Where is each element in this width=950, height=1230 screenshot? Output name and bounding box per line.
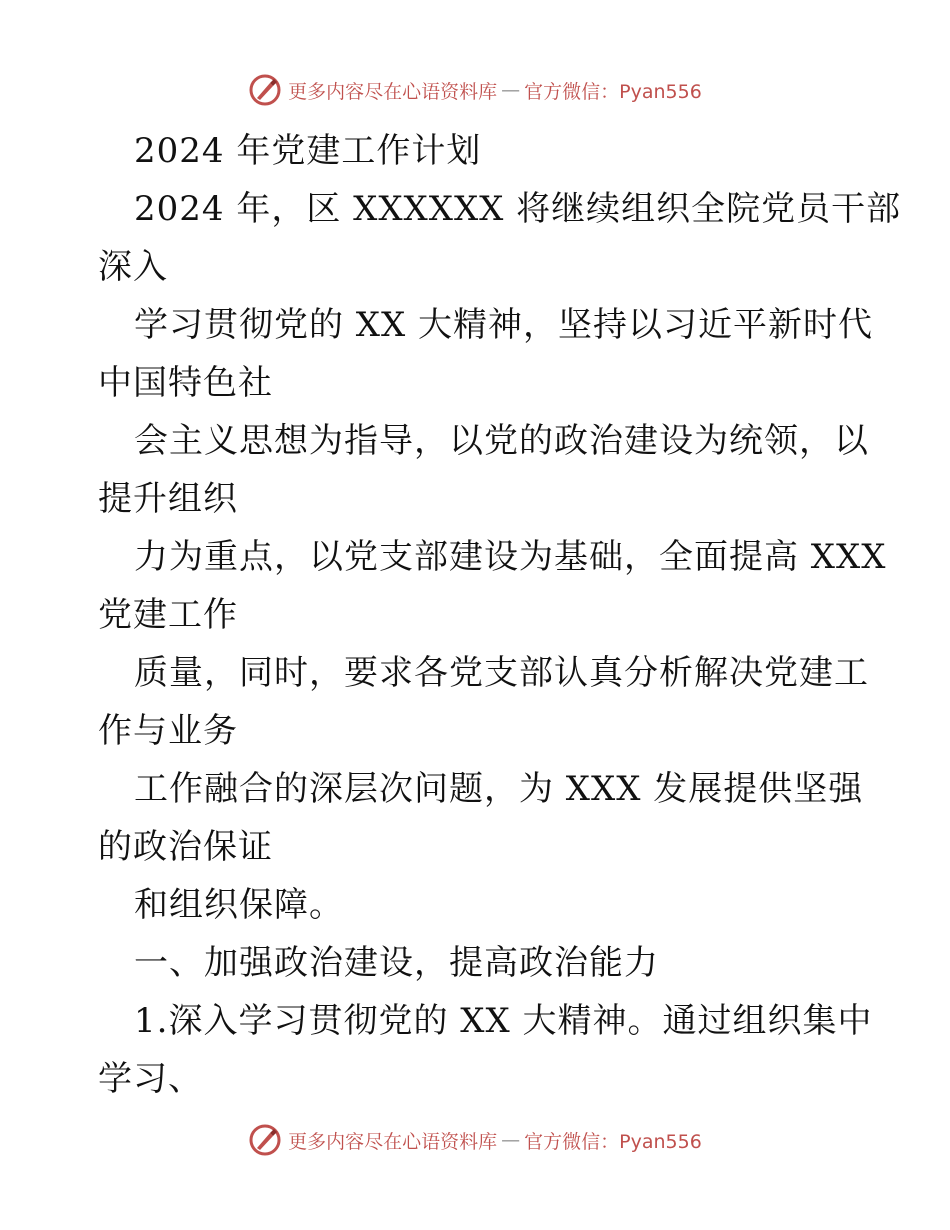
document-body — [98, 122, 902, 1108]
paragraph-line: 力为重点，以党支部建设为基础，全面提高 XXX — [134, 537, 887, 577]
watermark-contact: 官方微信：Pyan556 — [524, 1130, 702, 1153]
paragraph-line: 深入 — [98, 247, 168, 287]
paragraph-line: 会主义思想为指导，以党的政治建设为统领，以 — [134, 421, 869, 461]
paragraph-line: 1.深入学习贯彻党的 XX 大精神。通过组织集中 — [134, 1001, 873, 1041]
section-heading: 一、加强政治建设，提高政治能力 — [134, 943, 659, 983]
paragraph-line: 党建工作 — [98, 595, 238, 635]
paragraph-line: 和组织保障。 — [134, 885, 344, 925]
paragraph-line: 工作融合的深层次问题，为 XXX 发展提供坚强 — [134, 769, 864, 809]
paragraph-line: 学习、 — [98, 1059, 203, 1099]
paragraph-line: 中国特色社 — [98, 363, 273, 403]
header-watermark — [0, 70, 950, 110]
paragraph-line: 质量，同时，要求各党支部认真分析解决党建工 — [134, 653, 869, 693]
watermark-dash: — — [501, 79, 519, 101]
watermark-contact: 官方微信：Pyan556 — [524, 80, 702, 103]
pen-circle-logo-icon — [248, 73, 282, 107]
pen-circle-logo-icon — [248, 1123, 282, 1157]
document-title: 2024 年党建工作计划 — [134, 131, 482, 171]
paragraph-line: 提升组织 — [98, 479, 238, 519]
paragraph-line: 2024 年，区 XXXXXX 将继续组织全院党员干部 — [134, 189, 902, 229]
paragraph-line: 学习贯彻党的 XX 大精神，坚持以习近平新时代 — [134, 305, 874, 345]
footer-watermark — [0, 1120, 950, 1160]
paragraph-line: 作与业务 — [98, 711, 238, 751]
watermark-site-text: 更多内容尽在心语资料库 — [288, 80, 498, 103]
watermark-site-text: 更多内容尽在心语资料库 — [288, 1130, 498, 1153]
paragraph-line: 的政治保证 — [98, 827, 273, 867]
watermark-dash: — — [501, 1129, 519, 1151]
